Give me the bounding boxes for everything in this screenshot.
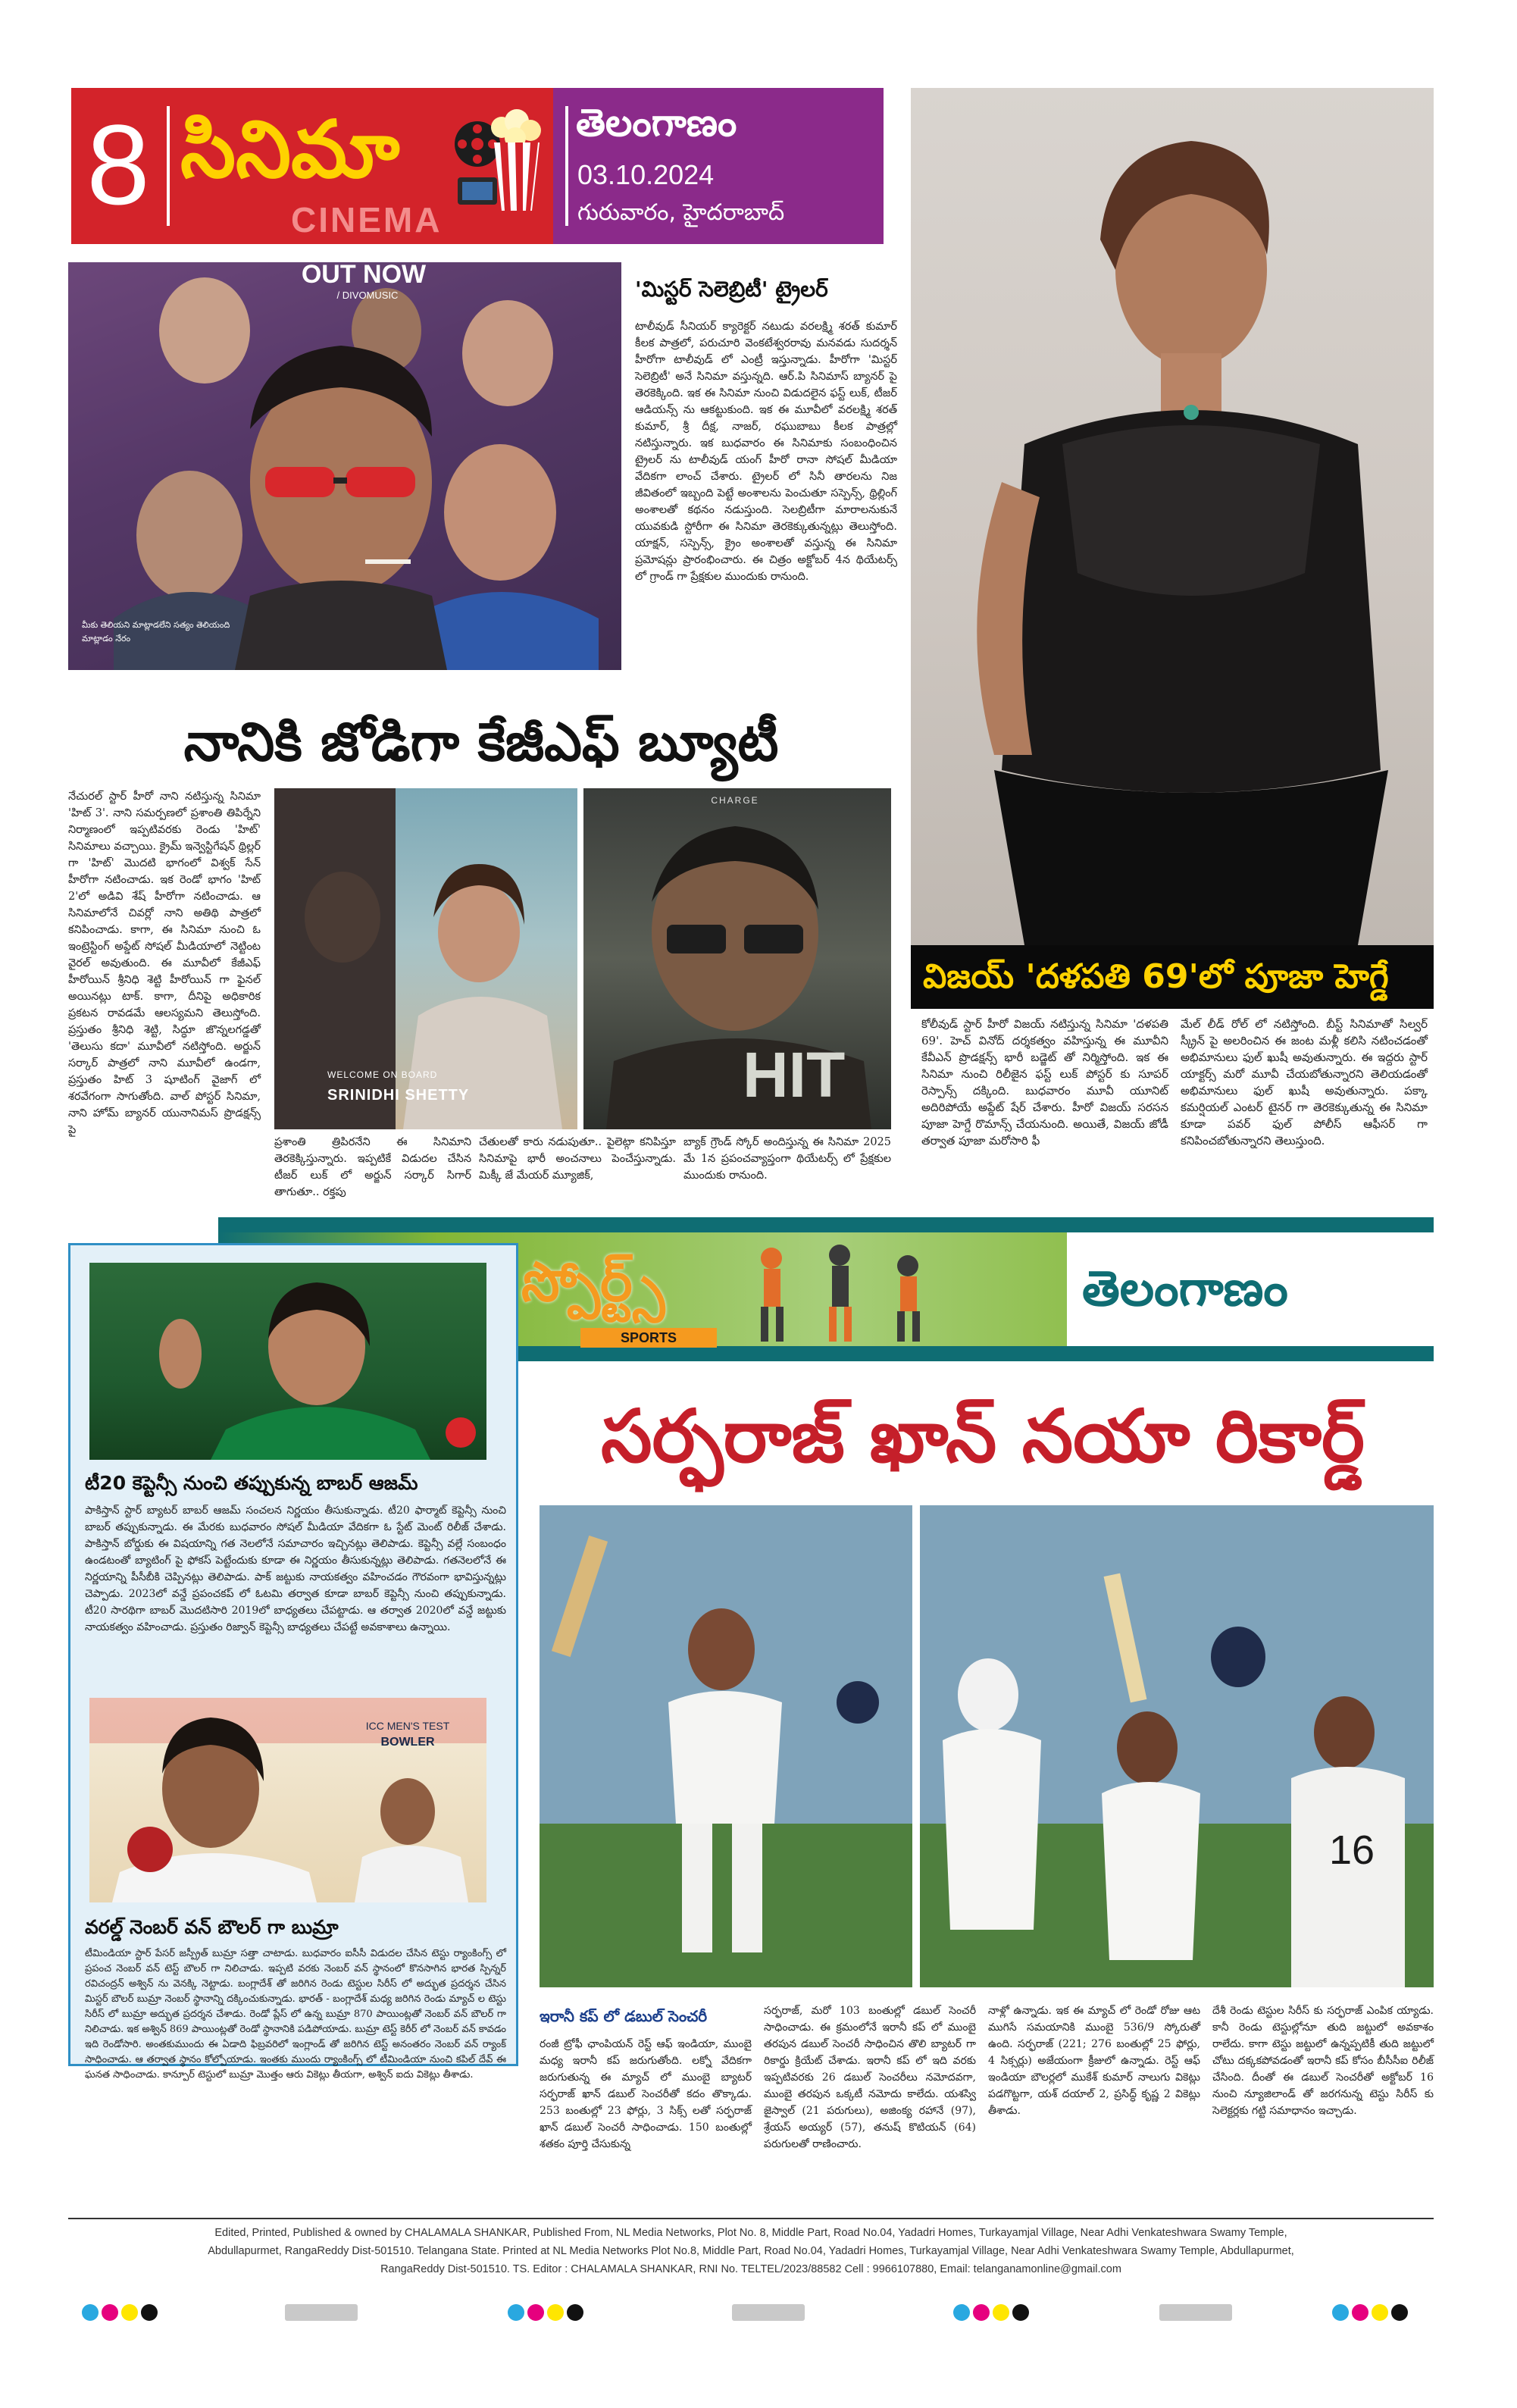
nani-headline: నానికి జోడిగా కేజీఎఫ్ బ్యూటీ [183, 711, 779, 773]
color-registration-marks-1 [82, 2304, 158, 2321]
sarfaraz-headline: సర్ఫరాజ్ ఖాన్ నయా రికార్డ్ [601, 1394, 1365, 1479]
color-registration-marks-4 [1332, 2304, 1408, 2321]
sarfaraz-body-col4: దేశీ రెండు టెస్టుల సిరీస్ కు సర్ఫరాజ్ ఎంపిక య్యాడు. కానీ రెండు టెస్టుల్లోనూ తుది జట్టులో అవకాశం రాలేదు. కాగా టెస్టు జట్టులో ఉన్నప్పటికీ తుది జట్టులో చోటు దక్కకపోవడంతో ఇరానీ కప్ కోసం బీసీసీఐ రిలీజ్ చేసింది. దీంతో ఈ డబుల్ సెంచరీతో అక్టోబర్ 16 నుంచి న్యూజిలాండ్ తో జరగనున్న టెస్టు సిరీస్ కు సెలెక్టర్లకు గట్టి సమాధానం ఇచ్చాడు. [1212, 2005, 1434, 2117]
nani-body-col4: బ్యాక్ గ్రౌండ్ స్కోర్ అందిస్తున్న ఈ సినిమా 2025 మే 1న ప్రపంచవ్యాప్తంగా థియేటర్స్ లో ప్రేక్షకుల ముందుకు రానుంది. [683, 1136, 891, 1182]
nani-body-col3: చేతులతో కారు నడుపుతూ.. పైలెట్గా కనిపిస్తూ సినిమాపై భారీ అంచనాలు పెంచేస్తున్నాడు. మిక్కీ జే మేయర్ మ్యూజిక్, [479, 1136, 676, 1182]
page-number: 8 [86, 101, 150, 228]
poster-caption: మీకు తెలియని మాట్లాడలేని సత్యం తెలియంది మాట్లాడం నేరం [82, 620, 230, 643]
masthead-divider-2 [565, 106, 568, 226]
nani-body-col2: ప్రశాంతి త్రిపిరనేని ఈ సినిమాని తెరకెక్కిస్తున్నారు. ఇప్పటికే విడుదల చేసిన టీజర్ లుక్ లో అర్జున్ సర్కార్ సిగార్ తాగుతూ.. రక్తపు [274, 1136, 471, 1198]
grey-registration-bar-2 [732, 2304, 805, 2321]
hit3-poster [583, 788, 891, 1129]
bumrah-badge-line1: ICC MEN'S TEST [365, 1720, 450, 1732]
mister-celebrity-poster [68, 262, 621, 670]
babar-body: పాకిస్తాన్ స్టార్ బ్యాటర్ బాబర్ ఆజమ్ సంచలన నిర్ణయం తీసుకున్నాడు. టీ20 ఫార్మాట్ కెప్టెన్సీ నుంచి బాబర్ తప్పుకున్నాడు. ఈ మేరకు బుధవారం సోషల్ మీడియా వేదికగా ఓ స్టేట్ మెంట్ రిలీజ్ చేశాడు. పాకిస్తాన్ బోర్డుకు ఈ విషయాన్ని గత నెలలోనే సమాచారం ఇచ్చినట్లు తెలిపాడు. కెప్టెన్సీ వల్లే సంబంధం ఉండటంతో బ్యాటింగ్ పై ఫోకస్ పెట్టేందుకు కూడా ఈ నిర్ణయం తీసుకున్నట్లు తెలిపాడు. గతనెలలోనే ఈ నిర్ణయాన్ని పీసీబీకి చెప్పినట్లు తెలిపాడు. పాక్ జట్టుకు నాయకత్వం వహించడం గౌరవంగా భావిస్తున్నట్లు చెప్పాడు. 2023లో వన్డే ప్రపంచకప్ లో ఓటమి తర్వాత కూడా బాబర్ కెప్టెన్సీ నుంచి తప్పుకున్నాడు. టీ20 సారథిగా బాబర్ మొదటిసారి 2019లో బాధ్యతలు చేపట్టాడు. ఆ తర్వాత 2020లో వన్డే జట్టుకు నాయకత్వం వహించాడు. ప్రస్తుతం రిజ్వాన్ కెప్టెన్సీ బాధ్యతలు చేపట్టే అవకాశాలు ఉన్నాయి. [85, 1505, 506, 1633]
footer-imprint-1: Edited, Printed, Published & owned by CHALAMALA SHANKAR, Published From, NL Media Networks, Plot No. 8, Middle Part, Road No.04, Yadadri Homes, Turkayamjal Village, Near Adhi Venkateshwara Swamy Temple, [214, 2227, 1287, 2239]
sarfaraz-photo-2 [920, 1505, 1434, 1987]
athletes-right-icon [733, 1235, 961, 1349]
paper-name: తెలంగాణం [576, 101, 737, 145]
color-registration-marks-2 [508, 2304, 583, 2321]
popcorn-film-icon [450, 105, 547, 218]
babar-headline: టీ20 కెప్టెన్సీ నుంచి తప్పుకున్న బాబర్ ఆజమ్ [85, 1472, 418, 1494]
footer-imprint-2: Abdullapurmet, RangaReddy Dist-501510. Telangana State. Printed at NL Media Networks Plot No.8, Middle Part, Road No.04, Yadadri Homes, Turkayamjal Village, Near Adhi Venkateshwara Swamy Temple, Abdullapurmet, [208, 2245, 1294, 2257]
sarfaraz-photo-1 [540, 1505, 912, 1987]
sports-paper-name: తెలంగాణం [1082, 1261, 1288, 1317]
sports-tag: SPORTS [580, 1328, 717, 1348]
welcome-on-board: WELCOME ON BOARD [327, 1069, 438, 1080]
bumrah-body: టీమిండియా స్టార్ పేసర్ జస్ప్రీత్ బుమ్రా సత్తా చాటాడు. బుధవారం ఐసీసీ విడుదల చేసిన టెస్టు ర్యాంకింగ్స్ లో ప్రపంచ నెంబర్ వన్ టెస్ట్ బౌలర్ గా నిలిచాడు. ఇప్పటి వరకు నెంబర్ వన్ స్థానంలో కొనసాగిన భారత స్పిన్నర్ రవిచంద్రన్ అశ్విన్ ను వెనక్కి నెట్టాడు. బంగ్లాదేశ్ తో జరిగిన రెండు టెస్టుల సిరీస్ లో అద్భుత ప్రదర్శన చేసిన మిస్టర్ బౌలర్ బుమ్రా నెంబర్ స్థానాన్ని దక్కించుకున్నాడు. భారత్ - బంగ్లాదేశ్ మధ్య జరిగిన రెండు మ్యాచ్ ల టెస్టు సిరీస్ లో బుమ్రా అద్భుత ప్రదర్శన చేశాడు. రెండో ప్లేస్ లో ఉన్న బుమ్రా 870 పాయింట్లతో నెంబర్ వన్ బౌలర్ గా నిలిచాడు. ఇక అశ్విన్ 869 పాయింట్లతో రెండో స్థానానికి పడిపోయాడు. బుమ్రా టెస్ట్ కెరీర్ లో నెంబర్ వన్ కావడం ఇది రెండోసారి. అంతకుముందు ఈ ఏడాది ఫిబ్రవరిలో ఇంగ్లాండ్ తో జరిగిన టెస్ట్ అనంతరం నెంబర్ వన్ ర్యాంక్ సాధించాడు. ఆ తర్వాత స్థానం కోల్పోయాడు. ఇంతకు ముందు ర్యాంకింగ్స్ లో టీమిండియా నుంచి కపిల్ దేవ్ ఈ ఘనత సాధించాడు. కాన్పూర్ టెస్టులో బుమ్రా మొత్తం ఆరు వికెట్లు తీయగా, అశ్విన్ ఐదు వికెట్లు తీశాడు. [85, 1948, 506, 2081]
pooja-headline: విజయ్ 'దళపతి 69'లో పూజా హెగ్డే [923, 957, 1389, 996]
masthead-day-city: గురువారం, హైదరాబాద్ [577, 199, 785, 226]
grey-registration-bar-1 [285, 2304, 358, 2321]
welcome-name: SRINIDHI SHETTY [327, 1087, 470, 1104]
footer-rule [68, 2218, 1434, 2219]
poster-out-now: OUT NOW [301, 260, 427, 289]
babar-azam-photo [89, 1263, 486, 1460]
sarfaraz-body-col3: నాళ్లో ఉన్నాడు. ఇక ఈ మ్యాచ్ లో రెండో రోజు ఆట ముగిసే సమయానికి ముంబై 536/9 స్కోరుతో ఉంది. సర్ఫరాజ్ (221; 276 బంతుల్లో 25 ఫోర్లు, 4 సిక్సర్లు) అజేయంగా క్రీజులో ఉన్నాడు. రెస్ట్ ఆఫ్ ఇండియా బౌలర్లలో ముకేశ్ కుమార్ నాలుగు వికెట్లు పడగొట్టగా, యశ్ దయాల్ 2, ప్రసిద్ధ్ కృష్ణ 2 వికెట్లు తీశాడు. [988, 2005, 1200, 2117]
sports-title: స్పోర్ట్స్ [521, 1250, 665, 1314]
section-subtitle: CINEMA [291, 200, 443, 240]
masthead-divider [167, 106, 170, 226]
poster-brand: / DIVOMUSIC [336, 290, 399, 301]
mister-celebrity-body: టాలీవుడ్ సీనియర్ క్యారెక్టర్ నటుడు వరలక్ష్మి శరత్ కుమార్ కీలక పాత్రలో, పరుచూరి వెంకటేశ్వరరావు మనవడు సుదర్శన్ హీరోగా టాలీవుడ్ లో ఎంట్రీ ఇస్తున్నాడు. హీరోగా 'మిస్టర్ సెలెబ్రిటీ' అనే సినిమా వస్తున్నది. ఆర్.పి సినిమాస్ బ్యానర్ పై తెరకెక్కింది. ఇక ఈ సినిమా నుంచి విడుదలైన ఫస్ట్ లుక్, టీజర్ ఆడియన్స్ ను ఆకట్టుకుంది. ఇక ఈ మూవీలో వరలక్ష్మి శరత్ కుమార్, శ్రీ దీక్ష, నాజర్, రఘుబాబు కీలక పాత్రల్లో నటిస్తున్నారు. ఇక బుధవారం ఈ సినిమాకు సంబంధించిన ట్రైలర్ ను టాలీవుడ్ యంగ్ హీరో రానా సోషల్ మీడియా వేదికగా లాంచ్ చేశారు. ట్రైలర్ లో సినీ తారలను నిజ జీవితంలో ఇబ్బంది పెట్టే అంశాలను పెంచుతూ సస్పెన్స్, థ్రిల్లింగ్ అంశాలతో కథనం నడుస్తుంది. సెలబ్రిటీగా మారాలనుకునే యువకుడి స్టోరీగా ఈ సినిమా తెరకెక్కుతున్నట్లు తెలుస్తోంది. యాక్షన్, సస్పెన్స్, క్రైం అంశాలతో వస్తున్న ఈ సినిమా ప్రమోషన్లు ప్రారంభించారు. ఈ చిత్రం అక్టోబర్ 4న థియేటర్స్ లో గ్రాండ్ గా ప్రేక్షకుల ముందుకు రానుంది. [635, 321, 897, 583]
grey-registration-bar-3 [1159, 2304, 1232, 2321]
color-registration-marks-3 [953, 2304, 1029, 2321]
mister-celebrity-title: 'మిస్టర్ సెలెబ్రిటీ' ట్రైలర్ [635, 277, 828, 302]
nani-body-col1: నేచురల్ స్టార్ హీరో నాని నటిస్తున్న సినిమా 'హిట్ 3'. నాని సమర్పణలో ప్రశాంతి తిపిర్నేని నిర్మాణంలో ఇప్పటివరకు రెండు 'హిట్' సినిమాలు వచ్చాయి. క్రైమ్ ఇన్వెస్టిగేషన్ థ్రిల్లర్ గా 'హిట్' మొదటి భాగంలో విశ్వక్ సేన్ హీరోగా నటించాడు. ఇక రెండో భాగం 'హిట్ 2'లో అడివి శేష్ హీరోగా నటించాడు. ఆ సినిమాలోనే చివర్లో నాని అతిథి పాత్రలో కనిపించాడు. కాగా, ఈ సినిమా నుంచి ఓ ఇంట్రెస్టింగ్ అప్డేట్ సోషల్ మీడియాలో నెట్టింట వైరల్ అవుతుంది. ఈ మూవీలో కేజీఎఫ్ హీరోయిన్ శ్రీనిధి శెట్టి హీరోయిన్ గా ఫైనల్ అయినట్లు టాక్. కాగా, దీనిపై అధికారిక ప్రకటన రావడమే ఆలస్యమని తెలుస్తోంది. ప్రస్తుతం శ్రీనిధి శెట్టి, సిద్ధూ జొన్నలగడ్డతో 'తెలుసు కదా' మూవీలో నటిస్తోంది. అర్జున్ సర్కార్ పాత్రలో నాని మూవీలో ఉండగా, ప్రస్తుతం హిట్ 3 షూటింగ్ వైజాగ్ లో శరవేగంగా సాగుతోంది. వాల్ పోస్టర్ సినిమా, నాని హోమ్ బ్యానర్ యునానిమస్ ప్రొడక్షన్స్ పై [68, 791, 261, 1136]
masthead [71, 88, 884, 244]
jersey-number: 16 [1328, 1827, 1375, 1873]
sarfaraz-body-col1: రంజీ ట్రోఫీ ఛాంపియన్ రెస్ట్ ఆఫ్ ఇండియా, ముంబై మధ్య ఇరానీ కప్ జరుగుతోంది. లక్నో వేదికగా జరుగుతున్న ఈ మ్యాచ్ లో ముంబై బ్యాటర్ సర్ఫరాజ్ ఖాన్ డబుల్ సెంచరీతో కదం తొక్కాడు. 253 బంతుల్లో 23 ఫోర్లు, 3 సిక్స్ లతో సర్ఫరాజ్ ఖాన్ డబుల్ సెంచరీ సాధించాడు. 150 బంతుల్లో శతకం పూర్తి చేసుకున్న [540, 2038, 752, 2150]
pooja-body-col1: కోలీవుడ్ స్టార్ హీరో విజయ్ నటిస్తున్న సినిమా 'దళపతి 69'. హెచ్ వినోద్ దర్శకత్వం వహిస్తున్న ఈ మూవీని కేవీఎన్ ప్రొడక్షన్స్ భారీ బడ్జెట్ తో నిర్మిస్తోంది. ఇక ఈ సినిమా నుంచి రిలీజైన ఫస్ట్ లుక్ పోస్టర్ కు సూపర్ రెస్పాన్స్ దక్కింది. బుధవారం మూవీ యూనిట్ అదిరిపోయే అప్డేట్ షేర్ చేశారు. హీరో విజయ్ సరసన పూజా హెగ్డే రొమాన్స్ చేయనుంది. అయితే, విజయ్ జోడీ తర్వాత పూజా మరోసారి ఫీ [921, 1017, 1168, 1148]
masthead-date: 03.10.2024 [577, 159, 715, 190]
bumrah-photo [89, 1698, 486, 1902]
sarfaraz-body-col2: సర్ఫరాజ్, మరో 103 బంతుల్లో డబుల్ సెంచరీ సాధించాడు. ఈ క్రమంలోనే ఇరానీ కప్ లో ముంబై తరపున డబుల్ సెంచరీ సాధించిన తొలి బ్యాటర్ గా రికార్డు క్రియేట్ చేశాడు. ఇరానీ కప్ లో ఇది వరకు ఇప్పటివరకు 26 డబుల్ సెంచరీలు నమోదవగా, ముంబై తరపున ఒక్కటీ నమోదు కాలేదు. యశస్వి జైస్వాల్ (21 పరుగులు), అజింక్య రహానే (97), శ్రేయస్ అయ్యర్ (57), తనుష్ కొటియన్ (64) పరుగులతో రాణించారు. [764, 2005, 976, 2150]
pooja-hegde-photo [911, 88, 1434, 945]
sarfaraz-subhead: ఇరానీ కప్ లో డబుల్ సెంచరీ [540, 2007, 708, 2025]
section-title: సినిమా [180, 103, 400, 196]
hit3-poster-top: CHARGE [711, 795, 759, 806]
footer-imprint-3: RangaReddy Dist-501510. TS. Editor : CHALAMALA SHANKAR, RNI No. TELTEL/2023/88582 Cell : 9966107880, Email: telanganamonline@gmail.com [380, 2263, 1121, 2275]
srinidhi-shetty-poster [274, 788, 577, 1129]
pooja-body-col2: మేల్ లీడ్ రోల్ లో నటిస్తోంది. బీస్ట్ సినిమాతో సిల్వర్ స్క్రీన్ పై అలరించిన ఈ జంట మళ్లీ కలిసి నటించడంతో అభిమానులు ఫుల్ ఖుషీ అవుతున్నారు. ఈ ఇద్దరు స్టార్ యాక్టర్స్ మరో మూవీ చేయబోతున్నారని తెలియడంతో అభిమానులు ఫుల్ ఖుషీ అవుతున్నారు. పక్కా కమర్షియల్ ఎంటర్ టైనర్ గా తెరకెక్కుతున్న ఈ సినిమా కూడా పవర్ ఫుల్ పోలీస్ ఆఫీసర్ గా కనిపించబోతున్నారని తెలుస్తుంది. [1181, 1017, 1428, 1148]
bumrah-headline: వరల్డ్ నెంబర్ వన్ బౌలర్ గా బుమ్రా [85, 1916, 339, 1938]
bumrah-badge-line2: BOWLER [380, 1736, 435, 1749]
hit3-logo: HIT [743, 1039, 846, 1110]
